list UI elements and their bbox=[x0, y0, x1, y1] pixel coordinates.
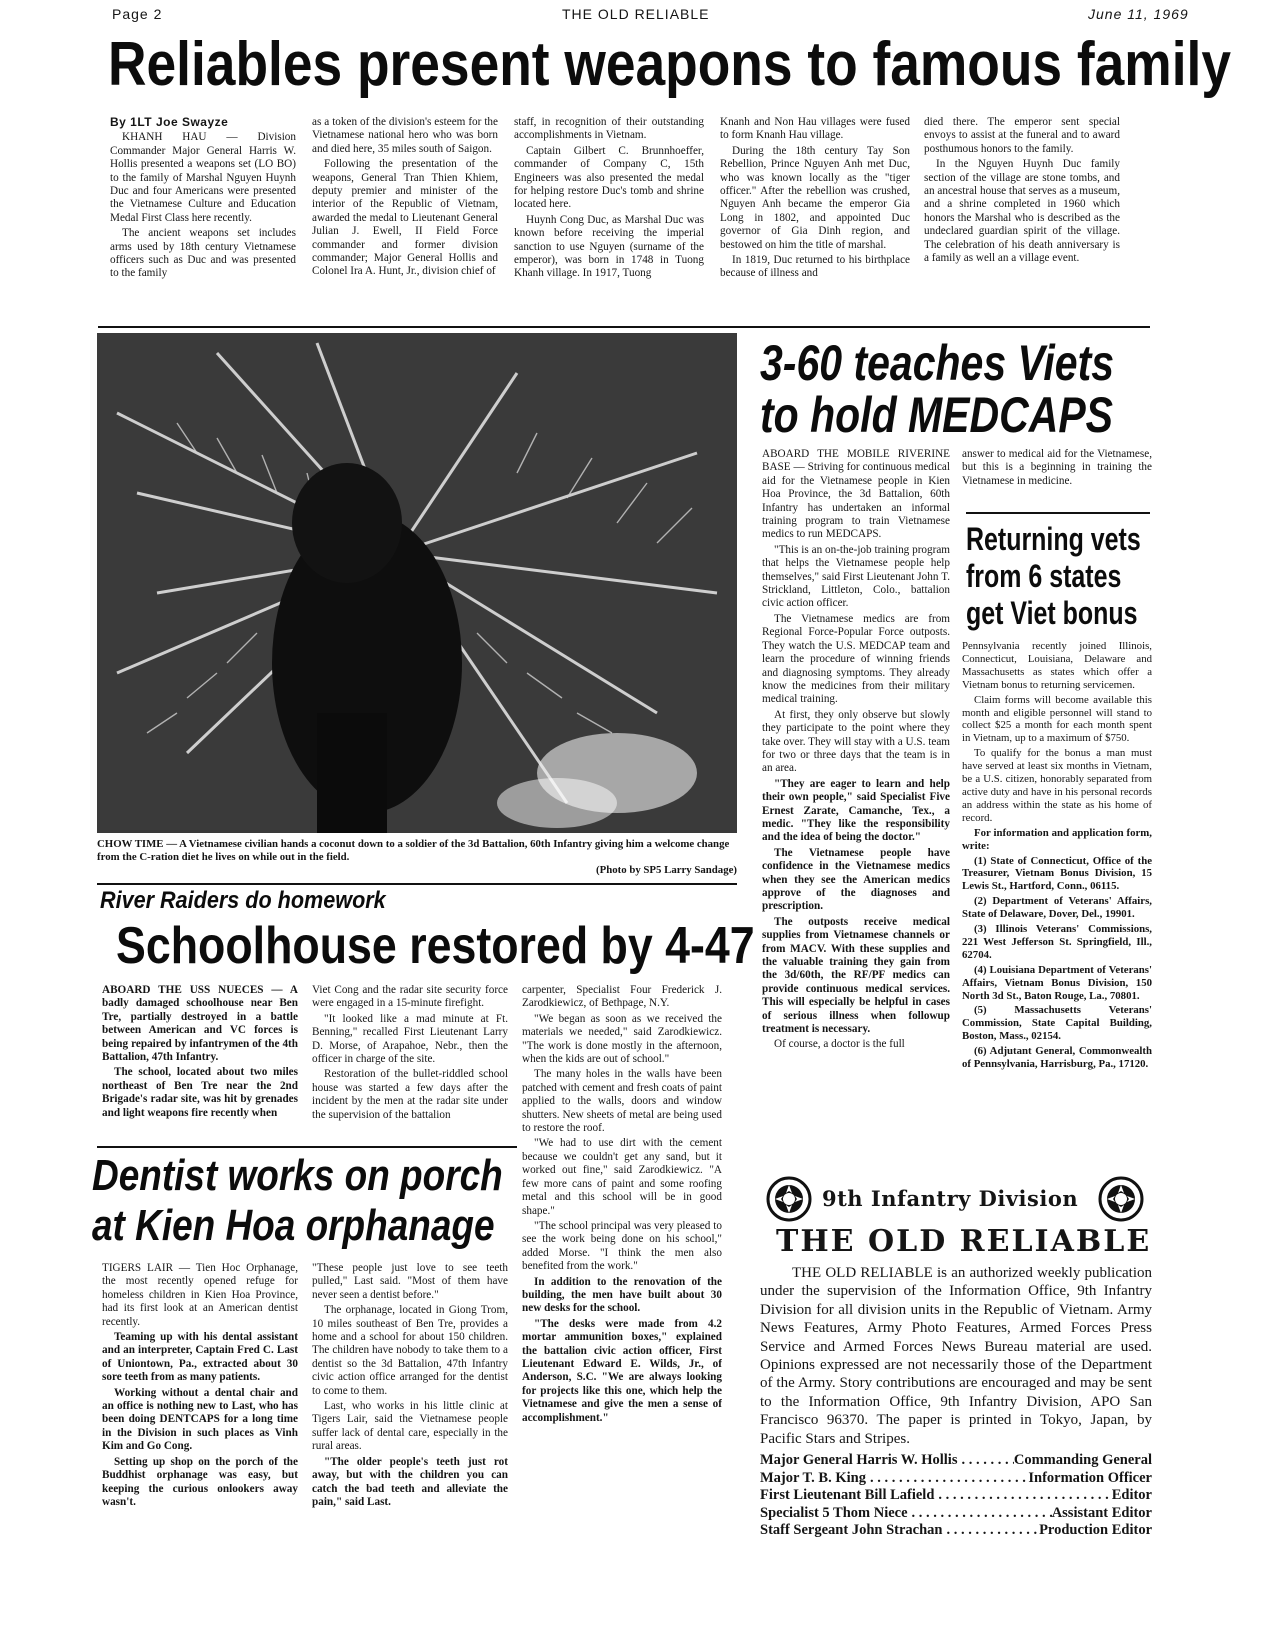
story3-address: (5) Massachusetts Veterans' Commission, State Capital Building, Boston, Mass., 02154. bbox=[962, 1004, 1152, 1043]
staff-name: Major T. B. King bbox=[760, 1469, 866, 1486]
story1-paragraph: staff, in recognition of their outstanding accomplishments in Vietnam. bbox=[514, 116, 704, 142]
story1-paragraph: In 1819, Duc returned to his birthplace because of illness and bbox=[720, 254, 910, 280]
division-insignia-left-icon bbox=[766, 1176, 812, 1222]
story3-paragraph: Pennsylvania recently joined Illinois, Connecticut, Louisiana, Delaware and Massachusetts as states which offer a Vietnam bonus to returning servicemen. bbox=[962, 640, 1152, 691]
story1-paragraph: Knanh and Non Hau villages were fused to form Knanh Hau village. bbox=[720, 116, 910, 142]
story3-address: (2) Department of Veterans' Affairs, State of Delaware, Dover, Del., 19901. bbox=[962, 895, 1152, 921]
story4-paragraph: Restoration of the bullet-riddled school house was started a few days after the incident by the men at the radar site under the supervision of the battalion bbox=[312, 1068, 508, 1121]
story1-headline: Reliables present weapons to famous family bbox=[108, 30, 1232, 99]
story3-paragraph: To qualify for the bonus a man must have served at least six months in Vietnam, be a U.S. citizen, honorably separated from active duty and have in his personal records an address within the state as his home of record. bbox=[962, 747, 1152, 824]
story2-column-1 bbox=[762, 448, 950, 1138]
story2-paragraph: At first, they only observe but slowly they participate to the point where they take over. They will stay with a U.S. team for two or three days that the team is in an area. bbox=[762, 708, 950, 775]
story2-paragraph: "This is an on-the-job training program that helps the Vietnamese people help themselves," said First Lieutenant John T. Strickland, Littleton, Colo., battalion civic action officer. bbox=[762, 543, 950, 610]
photo-caption bbox=[97, 838, 737, 877]
staff-row bbox=[760, 1470, 1152, 1488]
story4-paragraph: Viet Cong and the radar site security force were engaged in a 15-minute firefight. bbox=[312, 984, 508, 1010]
staff-name: Staff Sergeant John Strachan bbox=[760, 1522, 943, 1538]
leader-dots bbox=[866, 1470, 1028, 1488]
story5-paragraph: Last, who works in his little clinic at Tigers Lair, said the Vietnamese people suffer lack of dental care, especially in the rural areas. bbox=[312, 1400, 508, 1453]
story2-paragraph: The outposts receive medical supplies from Vietnamese channels or from MACV. With these supplies and the valuable training they gain from the 3d/60th, the RF/PF medics can provide continuous medical services. This will especially be helpful in cases of serious illness when followup treatment is necessary. bbox=[762, 915, 950, 1036]
story2-column-2 bbox=[962, 448, 1152, 508]
story2-paragraph: The Vietnamese people have confidence in the Vietnamese medics when they see the American medics approve of the diagnoses and prescription. bbox=[762, 846, 950, 913]
story5-paragraph: TIGERS LAIR — Tien Hoc Orphanage, the most recently opened refuge for homeless children in Kien Hoa Province, had its first look at an American dentist recently. bbox=[102, 1262, 298, 1328]
story1-paragraph: Captain Gilbert C. Brunnhoeffer, commander of Company C, 15th Engineers was also presented the medal for helping restore Duc's tomb and shrine located here. bbox=[514, 144, 704, 211]
story4-paragraph: ABOARD THE USS NUECES — A badly damaged schoolhouse near Ben Tre, partially destroyed in a battle between American and VC forces is being repaired by infantrymen of the 4th Battalion, 47th Infantry. bbox=[102, 984, 298, 1064]
story2-paragraph: "They are eager to learn and help their own people," said Specialist Five Ernest Zarate, Camanche, Tex., a medic. "They like the responsibility and the idea of being the doctor." bbox=[762, 777, 950, 844]
story4-column-3 bbox=[522, 984, 722, 1532]
story2-headline-line-1: 3-60 teaches Viets bbox=[760, 335, 1115, 391]
staff-name: First Lieutenant Bill Lafield bbox=[760, 1487, 935, 1503]
story3-headline-line-2: from 6 states bbox=[966, 558, 1122, 594]
story2-paragraph: answer to medical aid for the Vietnamese, but this is a beginning in training the Vietnamese in medicine. bbox=[962, 448, 1152, 487]
staff-title: Information Officer bbox=[1028, 1469, 1152, 1486]
story3-top-rule bbox=[966, 512, 1150, 514]
staff-row bbox=[760, 1522, 1152, 1540]
division-insignia-right-icon bbox=[1098, 1176, 1144, 1222]
story3-address: (3) Illinois Veterans' Commissions, 221 West Jefferson St. Springfield, Ill., 62704. bbox=[962, 923, 1152, 961]
story1-byline: By 1LT Joe Swayze bbox=[110, 116, 229, 129]
story3-address: (1) State of Connecticut, Office of the Treasurer, Vietnam Bonus Division, 15 Lewis St., Hartford, Conn., 06115. bbox=[962, 854, 1152, 893]
staff-title: Production Editor bbox=[1039, 1522, 1152, 1538]
story3-body bbox=[962, 640, 1152, 1138]
staff-title: Commanding General bbox=[1013, 1452, 1152, 1468]
folio-date: June 11, 1969 bbox=[1088, 6, 1189, 22]
story4-paragraph: "The school principal was very pleased to see the work being done on his school," added Morse. "I think the men also benefited from the work." bbox=[522, 1219, 722, 1273]
story1-paragraph: In the Nguyen Huynh Duc family section of the village are stone tombs, and an ancestral house that serves as a museum, and a shrine completed in 1960 which honors the Marshal who is described as the undeclared guardian spirit of the village. The celebration of his death anniversary is a family as well an a village event. bbox=[924, 158, 1120, 265]
masthead-body: THE OLD RELIABLE is an authorized weekly publication under the supervision of the Information Office, 9th Infantry Division for all division units in the Republic of Vietnam. Army News Features, Army Photo Features, Armed Forces Press Service and Armed Forces News Bureau material are used. Opinions expressed are not necessarily those of the Department of the Army. Story contributions are encouraged and may be sent to the Information Office, 9th Infantry Division, APO San Francisco 96370. The paper is printed in Tokyo, Japan, by Pacific Stars and Stripes. bbox=[760, 1265, 1152, 1447]
staff-title: Assistant Editor bbox=[1051, 1504, 1152, 1521]
photo-image bbox=[97, 333, 737, 833]
story5-column-1 bbox=[102, 1262, 298, 1534]
section-divider bbox=[98, 326, 1150, 328]
story5-paragraph: "The older people's teeth just rot away, but with the children you can catch the bad teeth and alleviate the pain," said Last. bbox=[312, 1455, 508, 1508]
staff-name: Specialist 5 Thom Niece bbox=[760, 1504, 908, 1521]
story2-paragraph: Of course, a doctor is the full bbox=[774, 1038, 905, 1051]
leader-dots bbox=[942, 1522, 1039, 1540]
story1-paragraph: During the 18th century Tay Son Rebellion, Prince Nguyen Anh met Duc, who was known locally as the "tiger officer." After the rebellion was crushed, Nguyen Anh became the emperor Gia Long in 1802, and appointed Duc governor of Gia Dinh region, and bestowed on him the title of marshal. bbox=[720, 144, 910, 251]
photo-caption-text: CHOW TIME — A Vietnamese civilian hands a coconut down to a soldier of the 3d Battalion, 60th Infantry giving him a welcome change from the C-ration diet he lives on while out in the field. bbox=[97, 838, 730, 863]
story5-headline-line-1: Dentist works on porch bbox=[92, 1151, 503, 1200]
masthead-title: THE OLD RELIABLE bbox=[776, 1224, 1152, 1259]
story1-paragraph: died there. The emperor sent special envoys to assist at the funeral and to award posthumous honors to the family. bbox=[924, 116, 1120, 155]
story4-paragraph: "It looked like a mad minute at Ft. Benning," recalled First Lieutenant Larry D. Morse, of Arapahoe, Nebr., then the officer in charge of the site. bbox=[312, 1012, 508, 1066]
story2-paragraph: The Vietnamese medics are from Regional Force-Popular Force outposts. They watch the U.S. MEDCAP team and learn the procedure of winning friends and diagnosing symptoms. They already know the medicines from their military medical training. bbox=[762, 612, 950, 706]
leader-dots bbox=[908, 1505, 1052, 1523]
story1-column-2 bbox=[312, 116, 498, 324]
story5-paragraph: Teaming up with his dental assistant and an interpreter, Captain Fred C. Last of Uniontown, Pa., extracted about 30 sore teeth from as many patients. bbox=[102, 1331, 298, 1384]
masthead-division: 9th Infantry Division bbox=[822, 1186, 1079, 1211]
story4-kicker: River Raiders do homework bbox=[100, 887, 386, 914]
story1-column-1 bbox=[110, 116, 296, 324]
story3-address: (6) Adjutant General, Commonwealth of Pennsylvania, Harrisburg, Pa., 17120. bbox=[962, 1045, 1152, 1071]
staff-row bbox=[760, 1452, 1152, 1470]
story4-paragraph: The school, located about two miles northeast of Ben Tre near the 2nd Brigade's radar site, was hit by grenades and light weapons fire recently when bbox=[102, 1066, 298, 1119]
story5-paragraph: "These people just love to see teeth pulled," Last said. "Most of them have never seen a dentist before." bbox=[312, 1262, 508, 1301]
story4-paragraph: The many holes in the walls have been patched with cement and fresh coats of paint applied to the walls, doors and window shutters. New sheets of metal are being used to restore the roof. bbox=[522, 1068, 722, 1135]
story5-paragraph: The orphanage, located in Giong Trom, 10 miles southeast of Ben Tre, provides a home and a school for about 150 children. The children have nobody to take them to a dentist so the 3d Battalion, 47th Infantry civic action office arranged for the dentist to come to them. bbox=[312, 1304, 508, 1397]
story1-column-5 bbox=[924, 116, 1120, 324]
folio-paper-name: THE OLD RELIABLE bbox=[562, 6, 710, 22]
story5-column-2 bbox=[312, 1262, 508, 1534]
staff-row bbox=[760, 1505, 1152, 1523]
story4-column-2 bbox=[312, 984, 508, 1142]
story4-top-rule bbox=[97, 883, 737, 885]
leader-dots bbox=[957, 1452, 1013, 1470]
story3-headline-line-1: Returning vets bbox=[966, 521, 1141, 557]
story3-headline-line-3: get Viet bonus bbox=[966, 595, 1138, 631]
staff-row bbox=[760, 1487, 1152, 1505]
story4-column-1 bbox=[102, 984, 298, 1142]
story4-paragraph: carpenter, Specialist Four Frederick J. Zarodkiewicz, of Bethpage, N.Y. bbox=[522, 984, 722, 1010]
story4-paragraph: In addition to the renovation of the building, the men have built about 30 new desks for the school. bbox=[522, 1275, 722, 1315]
leader-dots bbox=[934, 1487, 1111, 1505]
story4-paragraph: "The desks were made from 4.2 mortar ammunition boxes," explained the battalion civic action officer, First Lieutenant Edward E. Wilds, Jr., of Anderson, S.C. "We are always looking for projects like this one, which help the Vietnamese and give the men a sense of accomplishment." bbox=[522, 1317, 722, 1424]
page-number: Page 2 bbox=[112, 6, 163, 22]
story1-column-4 bbox=[720, 116, 910, 324]
story1-paragraph: Following the presentation of the weapons, General Tran Thien Khiem, deputy premier and minister of the interior of the Republic of Vietnam, awarded the medal to Lieutenant General Julian J. Ewell, II Field Force commander and former division commander; Major General Hollis and Colonel Ira A. Hunt, Jr., division chief of bbox=[312, 158, 498, 278]
story5-headline-line-2: at Kien Hoa orphanage bbox=[92, 1201, 495, 1250]
story1-paragraph: as a token of the division's esteem for the Vietnamese national hero who was born and died here, 35 miles south of Saigon. bbox=[312, 116, 498, 155]
staff-box bbox=[760, 1452, 1152, 1540]
story4-headline: Schoolhouse restored by 4-47 bbox=[116, 917, 755, 975]
story5-paragraph: Setting up shop on the porch of the Buddhist orphanage was easy, but keeping the curious onlookers away wasn't. bbox=[102, 1455, 298, 1508]
news-photo bbox=[97, 333, 737, 833]
story1-column-3 bbox=[514, 116, 704, 324]
story5-paragraph: Working without a dental chair and an office is nothing new to Last, who has been doing DENTCAPS for a long time in the Division in such places as Vinh Kim and Go Cong. bbox=[102, 1386, 298, 1453]
story1-paragraph: KHANH HAU — Division Commander Major General Harris W. Hollis presented a weapons set (LO BO) to the family of Marshal Nguyen Huynh Duc and four Americans were presented the Vietnamese Culture and Education Medal First Class here recently. bbox=[110, 131, 296, 224]
story4-paragraph: "We had to use dirt with the cement because we couldn't get any sand, but it worked out fine," said Zarodkiewicz. "A few more cans of paint and some roofing metal and this school will be in good shape." bbox=[522, 1137, 722, 1217]
staff-title: Editor bbox=[1111, 1487, 1152, 1503]
story2-paragraph: ABOARD THE MOBILE RIVERINE BASE — Striving for continuous medical aid for the Vietnamese people in Kien Hoa Province, the 3d Battalion, 60th Infantry has undertaken an informal training program to train Vietnamese medics to run MEDCAPS. bbox=[762, 448, 950, 541]
story3-paragraph: For information and application form, write: bbox=[962, 826, 1152, 852]
story4-paragraph: "We began as soon as we received the materials we needed," said Zarodkiewicz. "The work is done mostly in the afternoon, when the kids are out of school." bbox=[522, 1012, 722, 1066]
story1-paragraph: The ancient weapons set includes arms used by 18th century Vietnamese officers such as Duc and was presented to the family bbox=[110, 227, 296, 280]
story3-paragraph: Claim forms will become available this month and eligible personnel will stand to collect $25 a month for each month spent in Vietnam, up to a maximum of $750. bbox=[962, 693, 1152, 745]
story1-paragraph: Huynh Cong Duc, as Marshal Duc was known before receiving the imperial sanction to use Nguyen (surname of the emperor), was born in 1748 in Tuong Khanh village. In 1917, Tuong bbox=[514, 213, 704, 280]
photo-credit: (Photo by SP5 Larry Sandage) bbox=[596, 864, 737, 876]
story3-address: (4) Louisiana Department of Veterans' Affairs, Vietnam Bonus Division, 150 North 3d St., Baton Rouge, La., 70801. bbox=[962, 963, 1152, 1002]
staff-name: Major General Harris W. Hollis bbox=[760, 1452, 958, 1468]
story5-top-rule bbox=[97, 1146, 517, 1148]
story2-headline-line-2: to hold MEDCAPS bbox=[760, 387, 1114, 443]
